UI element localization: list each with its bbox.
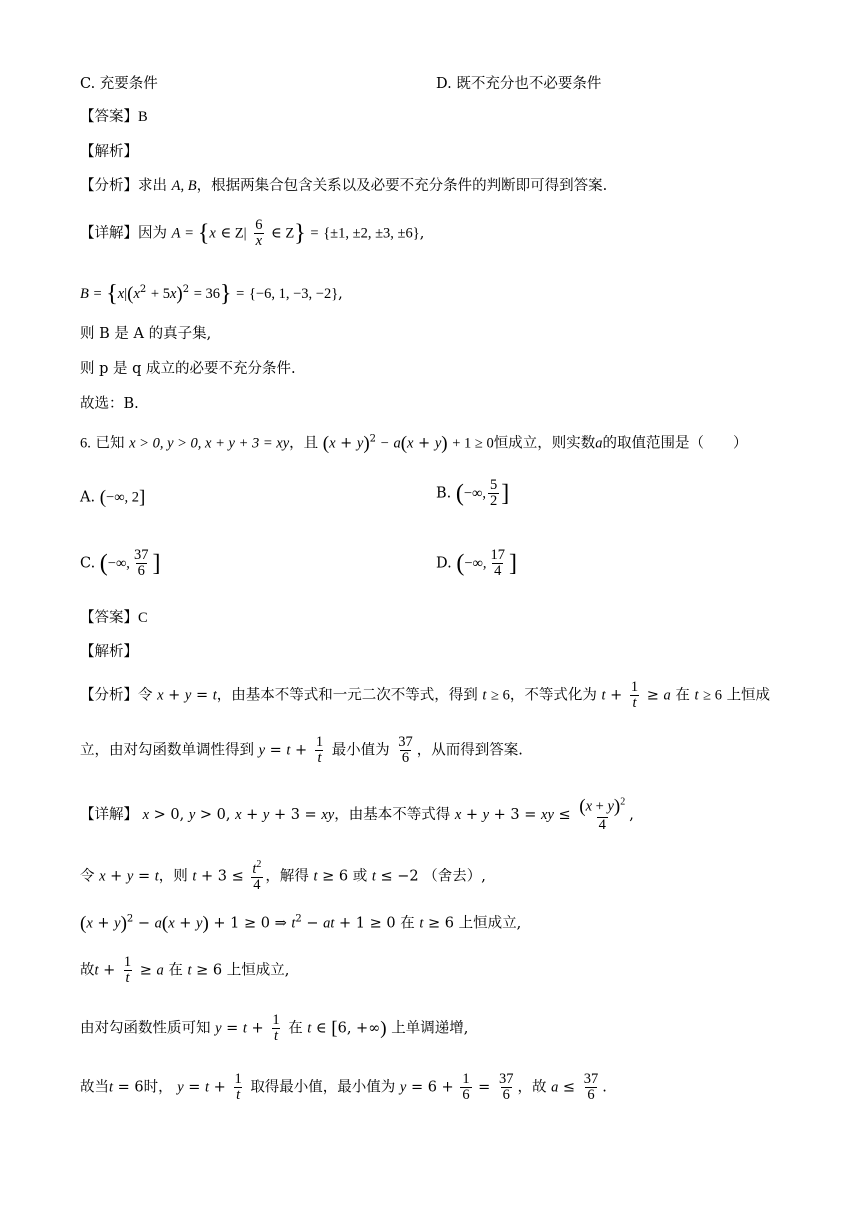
q6-answer: 【答案】C (80, 610, 148, 626)
q6-detail-line6: 故当t = 6时， y = t + $\frac{1}{t}$ 取得最小值，最小值为 y = 6 + $\frac{1}{6}$ = $\frac{37}{6}$ ，故 a ≤ $\frac{37}{6}$ . (80, 1071, 607, 1104)
q5-option-c: C. 充要条件 (80, 76, 158, 92)
q5-answer: 【答案】B (80, 109, 148, 125)
q6-fenxi-line1: 【分析】令 x + y = t，由基本不等式和一元二次不等式，得到 t ≥ 6，不等式化为 t + $\frac{1}{t}$ ≥ a 在 t ≥ 6 上恒成 (80, 679, 771, 712)
q5-detail-set-a: 【详解】因为 A = {x ∈ Z| $\frac{6}{x}$ ∈ Z} = {±1, ±2, ±3, ±6}, (80, 217, 425, 250)
q6-option-d: D. (−∞, $\frac{17}{4}$ ] (436, 547, 517, 580)
q6-option-c: C. (−∞, $\frac{37}{6}$ ] (80, 547, 161, 580)
q6-detail-line3: $(x + y)^2 - a(x + y) + 1 \ge 0$ ⇒ $t^2$ − at + 1 ≥ 0 在 t ≥ 6 上恒成立, (80, 913, 522, 934)
q6-fenxi-line2: 立，由对勾函数单调性得到 y = t + $\frac{1}{t}$ 最小值为 $\frac{37}{6}$ ，从而得到答案. (80, 734, 523, 767)
q6-detail-line2: 令 x + y = t，则 t + 3 ≤ $\frac{t^2}{4}$ ，解得 t ≥ 6 或 t ≤ −2 （舍去）, (80, 859, 486, 894)
q6-option-b: B. (−∞, $\frac{5}{2}$ ] (436, 477, 510, 510)
q5-analysis-heading: 【解析】 (80, 144, 138, 160)
q6-detail-line4: 故t + $\frac{1}{t}$ ≥ a 在 t ≥ 6 上恒成立, (80, 954, 290, 987)
q5-condition-line: 则 p 是 q 成立的必要不充分条件. (80, 361, 296, 377)
q5-fenxi: 【分析】求出 A, B，根据两集合包含关系以及必要不充分条件的判断即可得到答案. (80, 178, 608, 194)
q5-subset-line: 则 B 是 A 的真子集, (80, 326, 212, 342)
q5-option-d: D. 既不充分也不必要条件 (436, 76, 602, 92)
q6-detail-line1: 【详解】 x > 0, y > 0, x + y + 3 = xy，由基本不等式得 x + y + 3 = xy ≤ $\frac{(x + y)^2}{4}$ , (80, 796, 634, 833)
q6-analysis-heading: 【解析】 (80, 644, 138, 660)
q6-option-a: A. (−∞, 2] (80, 487, 146, 508)
q5-detail-set-b: $B = \{x|(x^2 + 5x)^2 = 36\} = \{-6$, 1, −3, −2}, (80, 281, 343, 307)
q6-detail-line5: 由对勾函数性质可知 y = t + $\frac{1}{t}$ 在 t ∈ [6, +∞) 上单调递增, (80, 1012, 469, 1045)
q5-choose: 故选：B. (80, 396, 139, 412)
q6-stem: 6. 已知 x > 0, y > 0, x + y + 3 = xy，且 $(x + y)^2 - a(x + y) + 1 \ge 0$恒成立，则实数a的取值范围是（ ） (80, 433, 748, 454)
